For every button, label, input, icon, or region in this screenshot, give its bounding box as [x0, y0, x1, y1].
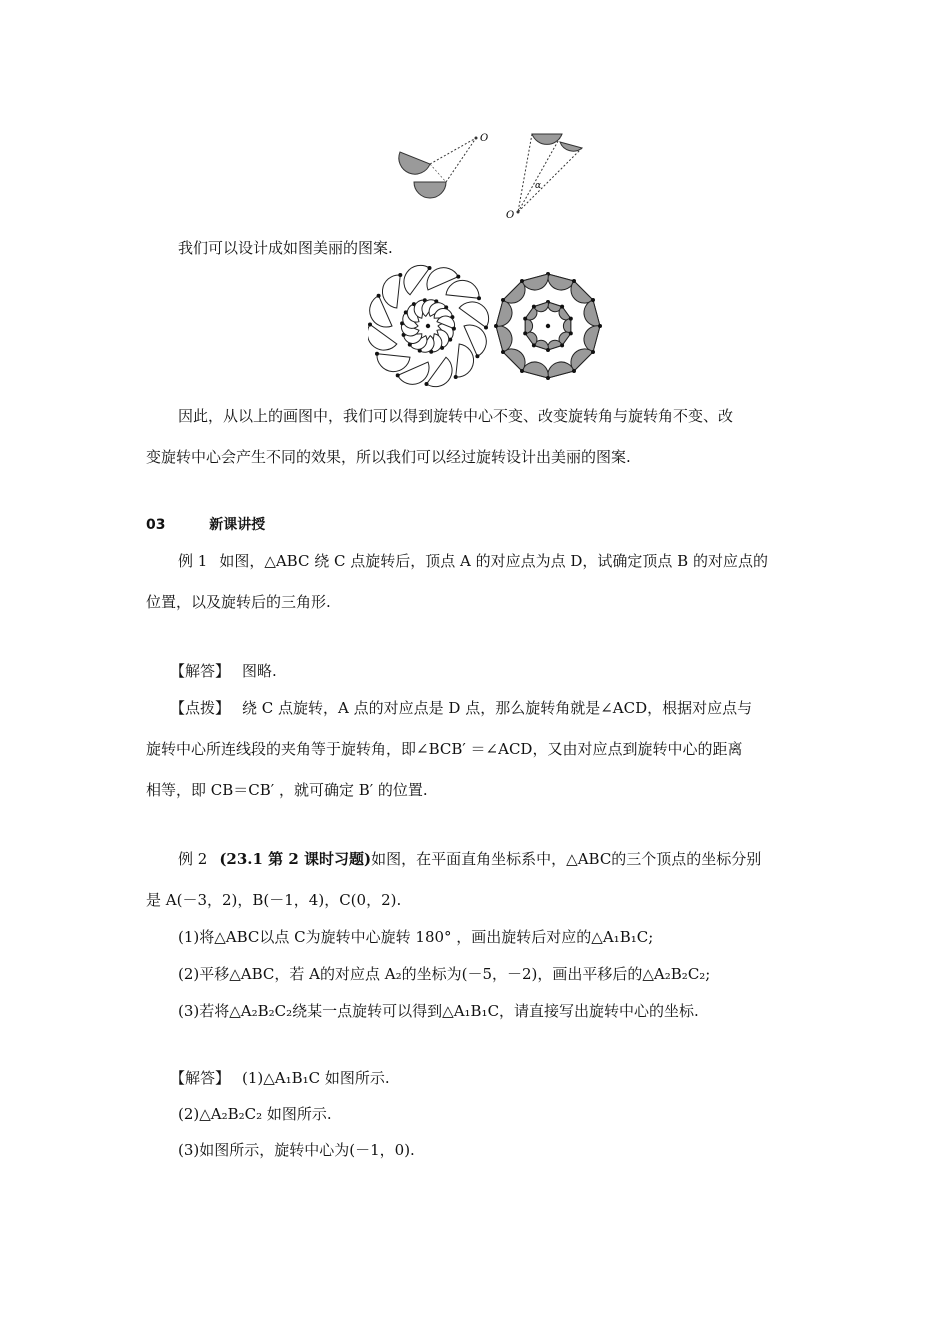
petal-dot [368, 323, 372, 327]
vertex-dot [501, 298, 505, 302]
petal-dot [425, 382, 429, 386]
example1-hint-line1: 【点拨】 绕 C 点旋转，A 点的对应点是 D 点，那么旋转角就是∠ACD，根据对应点与 [170, 699, 753, 717]
petal-dot [396, 373, 400, 377]
pattern-semicircle [522, 362, 548, 378]
pattern-semicircle [525, 319, 532, 334]
pinwheel-petal [404, 265, 430, 294]
petal-dot [484, 326, 488, 330]
label-alpha: α [535, 181, 542, 191]
label-o-left: O [480, 133, 489, 144]
pinwheel-petal [446, 280, 479, 298]
vertex-dot [546, 376, 550, 380]
pattern-semicircle [584, 326, 600, 352]
petal-dot [452, 327, 456, 331]
paragraph-design-intro: 我们可以设计成如图美丽的图案. [178, 239, 393, 257]
paragraph-conclusion-line1: 因此，从以上的画图中，我们可以得到旋转中心不变、改变旋转角与旋转角不变、改 [178, 407, 734, 425]
vertex-dot [523, 331, 527, 335]
vertex-dot [523, 317, 527, 321]
petal-dot [398, 273, 402, 277]
rotation-pattern-figure [368, 264, 628, 394]
pinwheel-petal [459, 302, 488, 328]
pattern-semicircle [571, 349, 593, 371]
vertex-dot [560, 305, 564, 309]
section-number: 03 [146, 517, 166, 533]
example1-label: 例 1 [178, 552, 208, 570]
pattern-semicircle [496, 326, 512, 352]
pinwheel-petal [368, 325, 397, 351]
example2-question3: (3)若将△A₂B₂C₂绕某一点旋转可以得到△A₁B₁C，请直接写出旋转中心的坐标. [178, 1002, 699, 1020]
paragraph-conclusion-line2: 变旋转中心会产生不同的效果，所以我们可以经过旋转设计出美丽的图案. [146, 448, 631, 466]
vertex-dot [591, 350, 595, 354]
vertex-dot [569, 317, 573, 321]
vertex-dot [532, 305, 536, 309]
example1-hint-line2: 旋转中心所连线段的夹角等于旋转角，即∠BCB′ ＝∠ACD，又由对应点到旋转中心的距离 [146, 740, 743, 758]
petal-dot [377, 294, 381, 298]
example2-label: 例 2 [178, 850, 208, 868]
pattern-semicircle [534, 302, 548, 312]
example1-answer: 【解答】 图略. [170, 662, 277, 680]
section-heading [146, 515, 265, 535]
vertex-dot [520, 279, 524, 283]
pattern-semicircle [496, 300, 512, 326]
section-title: 新课讲授 [209, 517, 266, 533]
pinwheel-petal [382, 275, 400, 308]
pattern-semicircle [571, 281, 593, 303]
petal-dot [428, 266, 432, 270]
petal-dot [454, 375, 458, 379]
pattern-semicircle [503, 281, 525, 303]
petal-dot [475, 354, 479, 358]
vertex-dot [569, 331, 573, 335]
pattern-semicircle [548, 340, 562, 350]
pattern-semicircle [584, 300, 600, 326]
vertex-dot [560, 343, 564, 347]
label-o-right: O [506, 210, 515, 221]
left-sketch [399, 133, 488, 198]
vertex-dot [501, 350, 505, 354]
example1-line2: 位置，以及旋转后的三角形. [146, 593, 331, 611]
pinwheel-petal [377, 354, 410, 372]
petal-dot [456, 275, 460, 279]
pinwheel-pattern [368, 265, 489, 386]
example2-answer2: (2)△A₂B₂C₂ 如图所示. [178, 1105, 332, 1123]
vertex-dot [494, 324, 498, 328]
example1-hint-line3: 相等，即 CB＝CB′ ，就可确定 B′ 的位置. [146, 781, 428, 799]
vertex-dot [532, 343, 536, 347]
vertex-dot [598, 324, 602, 328]
pinwheel-petal [456, 344, 474, 377]
polygon-pattern [494, 272, 602, 380]
pinwheel-petal [427, 357, 453, 386]
vertex-dot [520, 369, 524, 373]
pattern-semicircle [503, 349, 525, 371]
vertex-dot [591, 298, 595, 302]
pattern-semicircle [548, 274, 574, 290]
petal-dot [477, 296, 481, 300]
vertex-dot [546, 348, 550, 352]
vertex-dot [572, 369, 576, 373]
example2-source: (23.1 第 2 课时习题) [219, 850, 372, 868]
answer-tag: 【解答】 [170, 662, 231, 680]
pattern-semicircle [563, 319, 570, 334]
pattern-semicircle [522, 274, 548, 290]
example2-line1: 例 2 (23.1 第 2 课时习题)如图，在平面直角坐标系中，△ABC的三个顶点的坐标分别 [178, 850, 762, 868]
example2-question2: (2)平移△ABC，若 A的对应点 A₂的坐标为(－5，－2)，画出平移后的△A₂B₂C₂; [178, 965, 711, 983]
example2-answer1: 【解答】 (1)△A₁B₁C 如图所示. [170, 1069, 390, 1087]
example2-question1: (1)将△ABC以点 C为旋转中心旋转 180° ，画出旋转后对应的△A₁B₁C; [178, 928, 654, 946]
example2-line2: 是 A(－3，2)，B(－1，4)，C(0，2). [146, 891, 402, 909]
vertex-dot [572, 279, 576, 283]
right-sketch [506, 134, 582, 221]
rotation-sketch-figure [390, 120, 590, 225]
answer-tag: 【解答】 [170, 1069, 231, 1087]
example1-line1: 例 1 如图，△ABC 绕 C 点旋转后，顶点 A 的对应点为点 D，试确定顶点 B 的对应点的 [178, 552, 768, 570]
petal-dot [375, 352, 379, 356]
pattern-semicircle [548, 362, 574, 378]
example2-answer3: (3)如图所示，旋转中心为(－1，0). [178, 1141, 415, 1159]
hint-tag: 【点拨】 [170, 699, 231, 717]
